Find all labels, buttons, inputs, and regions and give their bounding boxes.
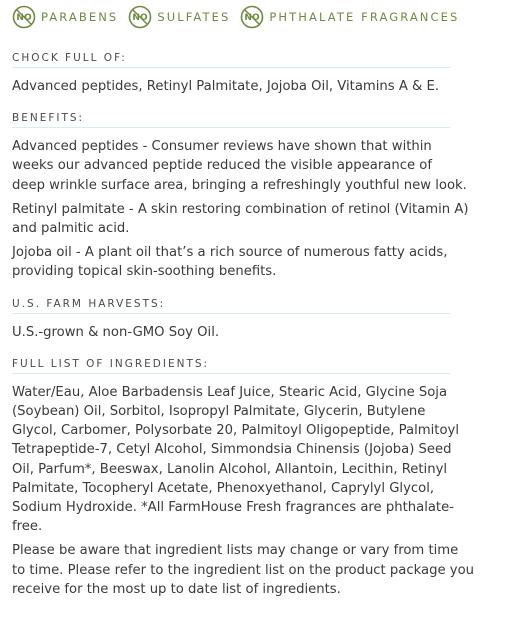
text-line: (Soybean) Oil, Sorbitol, Isopropyl Palmitate, Glycerin, Butylene (12, 404, 426, 420)
text-line: Please be aware that ingredient lists may change or vary from time (12, 543, 459, 559)
text-line: Water/Eau, Aloe Barbadensis Leaf Juice, Stearic Acid, Glycine Soja (12, 384, 448, 400)
text-line: and palmitic acid. (12, 221, 130, 237)
text-line: Advanced peptides - Consumer reviews have shown that within (12, 139, 432, 155)
badge-row (12, 4, 469, 30)
badge-label: PARABENS (41, 10, 119, 24)
benefit-peptides (12, 137, 467, 195)
ingredients-disclaimer (12, 541, 475, 599)
no-circle-icon (128, 5, 152, 29)
benefit-jojoba-oil (12, 243, 450, 281)
section-heading: CHOCK FULL OF: (12, 52, 450, 68)
text-line: Tetrapeptide-7, Cetyl Alcohol, Simmondsia Chinensis (Jojoba) Seed (12, 442, 452, 458)
section-benefits (12, 112, 469, 281)
section-heading: U.S. FARM HARVESTS: (12, 298, 450, 314)
farm-harvests-text: U.S.-grown & non-GMO Soy Oil. (12, 324, 220, 340)
section-ingredients (12, 357, 475, 599)
text-line: to time. Please refer to the ingredient list on the product package you (12, 562, 475, 578)
ingredients-list (12, 383, 459, 537)
badge-label: PHTHALATE FRAGRANCES (269, 10, 460, 24)
badge-no-parabens (12, 5, 118, 29)
chock-full-of-text: Advanced peptides, Retinyl Palmitate, Jojoba Oil, Vitamins A & E. (12, 79, 440, 94)
badge-no-phthalate-fragrances (240, 5, 459, 29)
text-line: free. (12, 519, 43, 535)
section-heading: BENEFITS: (12, 112, 450, 128)
text-line: Jojoba oil - A plant oil that’s a rich source of numerous fatty acids, (12, 245, 448, 261)
no-icon-text: NO (244, 13, 260, 24)
no-circle-icon (12, 5, 36, 29)
text-line: Retinyl palmitate - A skin restoring combination of retinol (Vitamin A) (12, 201, 469, 217)
product-details (12, 52, 475, 615)
text-line: Glycol, Carbomer, Polysorbate 20, Palmitoyl Oligopeptide, Palmitoyl (12, 423, 459, 439)
text-line: Sodium Hydroxide. *All FarmHouse Fresh fragrances are phthalate- (12, 500, 454, 516)
benefit-retinyl-palmitate (12, 200, 469, 238)
text-line: deep wrinkle surface area, bringing a refreshingly youthful new look. (12, 177, 467, 193)
no-icon-text: NO (132, 13, 148, 24)
no-circle-icon (240, 5, 264, 29)
no-icon-text: NO (16, 13, 32, 24)
text-line: providing topical skin-soothing benefits. (12, 264, 277, 280)
text-line: Palmitate, Tocopheryl Acetate, Phenoxyethanol, Caprylyl Glycol, (12, 480, 435, 496)
text-line: weeks our advanced peptide reduced the visible appearance of (12, 158, 432, 174)
section-heading: FULL LIST OF INGREDIENTS: (12, 358, 450, 374)
section-chock-full-of (12, 52, 450, 96)
badge-no-sulfates (128, 5, 230, 29)
section-farm-harvests (12, 298, 450, 342)
badge-label: SULFATES (157, 10, 231, 24)
text-line: receive for the most up to date list of ingredients. (12, 581, 341, 597)
text-line: Oil, Parfum*, Beeswax, Lanolin Alcohol, Allantoin, Lecithin, Retinyl (12, 461, 448, 477)
